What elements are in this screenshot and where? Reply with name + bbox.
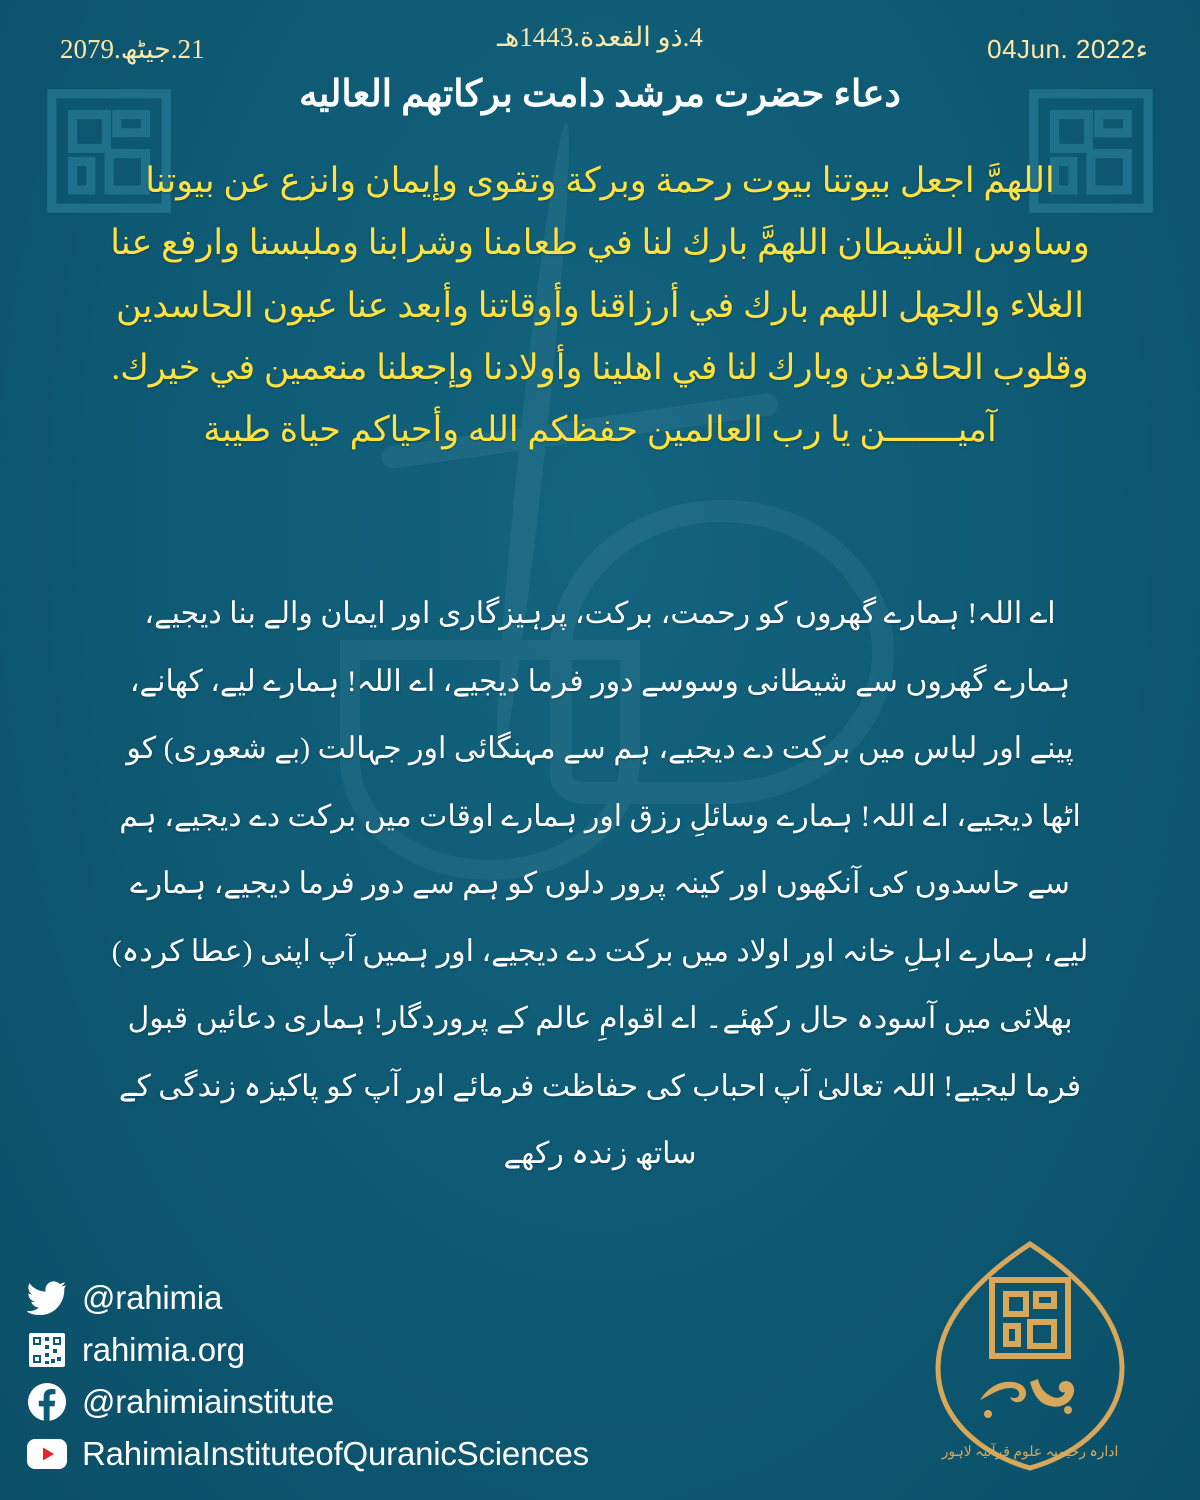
urdu-translation-text: اے اللہ! ہمارے گھروں کو رحمت، برکت، پرہیزگاری اور ایمان والے بنا دیجیے، ہمارے گھروں سے شیطانی وسوسے دور فرما دیجیے، اے اللہ! ہمارے لیے، کھانے، پینے اور لباس میں برکت دے دیجیے، ہم سے مہنگائی اور جہالت (بے شعوری) کو اٹھا دیجیے، اے اللہ! ہمارے وسائلِ رزق اور ہمارے اوقات میں برکت دے دیجیے، ہم سے حاسدوں کی آنکھوں اور کینہ پرور دلوں کو ہم سے دور فرما دیجیے، ہمارے لیے، ہمارے اہلِ خانہ اور اولاد میں برکت دے دیجیے، اور ہمیں آپ اپنی (عطا کردہ) بھلائی میں آسودہ حال رکھئے۔ اے اقوامِ عالم کے پروردگار! ہماری دعائیں قبول فرما لیجیے! اللہ تعالیٰ آپ احباب کی حفاظت فرمائے اور آپ کو پاکیزہ زندگی کے ساتھ زندہ رکھے — [111, 597, 1089, 1170]
twitter-icon — [26, 1277, 68, 1319]
social-handle-youtube: RahimiaInstituteofQuranicSciences — [82, 1435, 589, 1472]
rahimia-logo-icon — [920, 1232, 1140, 1482]
social-item-facebook[interactable] — [26, 1376, 589, 1428]
date-urdu: 21.جیٹھ.2079 — [60, 34, 205, 64]
page-title: دعاء حضرت مرشد دامت بركاتهم العاليه — [299, 74, 901, 115]
arabic-dua-text: اللهمَّ اجعل بيوتنا بيوت رحمة وبركة وتقوى وإيمان وانزع عن بيوتنا وساوس الشيطان اللهمَّ بارك لنا في طعامنا وشرابنا وملبسنا وارفع عنا الغلاء والجهل اللهم بارك في أرزاقنا وأوقاتنا وأبعد عنا عيون الحاسدين وقلوب الحاقدين وبارك لنا في اهلينا وأولادنا وإجعلنا منعمين في خيرك. آميـــــــن يا رب العالمين حفظكم الله وأحياكم حياة طيبة — [110, 161, 1090, 450]
date-hijri: 4.ذو القعدة.1443هـ — [497, 22, 703, 52]
social-links — [26, 1272, 589, 1480]
rahimia-logo — [920, 1232, 1140, 1482]
social-handle-website: rahimia.org — [82, 1331, 245, 1368]
date-gregorian: 04Jun. 2022ء — [987, 34, 1148, 64]
logo-caption: ادارہ رحیمیہ علومِ قرآنیہ لاہور — [941, 1445, 1119, 1460]
social-item-twitter[interactable] — [26, 1272, 589, 1324]
social-handle-facebook: @rahimiainstitute — [82, 1383, 335, 1420]
facebook-icon — [26, 1381, 68, 1423]
social-handle-twitter: @rahimia — [82, 1279, 223, 1316]
youtube-icon — [26, 1433, 68, 1475]
social-item-youtube[interactable] — [26, 1428, 589, 1480]
social-item-website[interactable] — [26, 1324, 589, 1376]
website-icon — [26, 1329, 68, 1371]
